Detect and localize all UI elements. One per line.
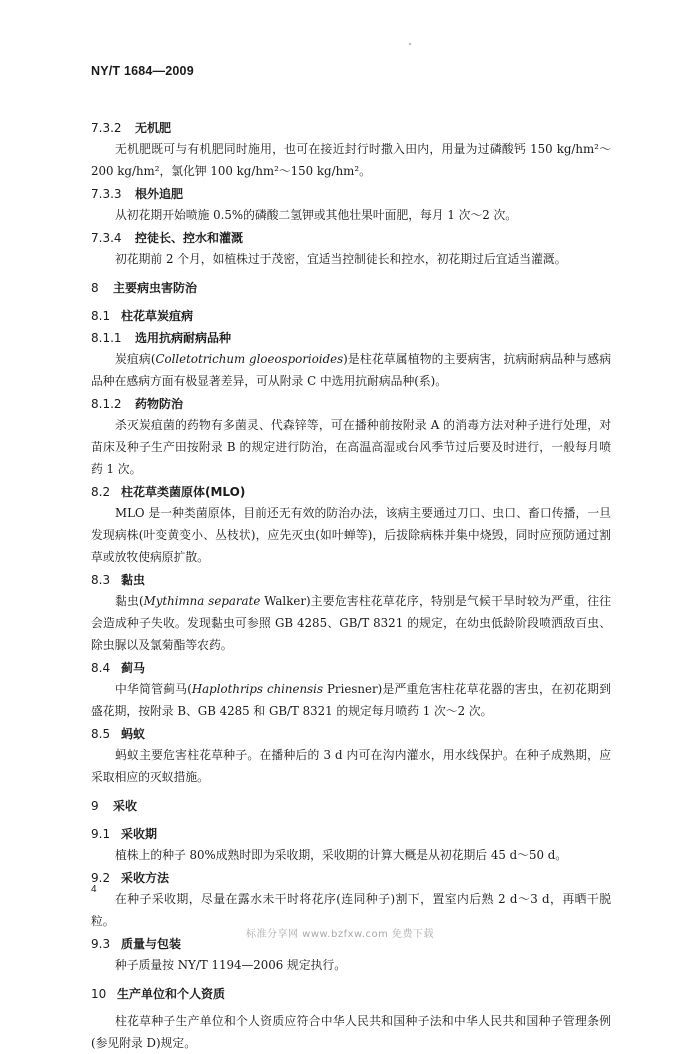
heading-7-3-2: 7.3.2 无机肥 — [91, 121, 172, 135]
standard-code-header: NY/T 1684—2009 — [91, 64, 194, 78]
document-body — [91, 118, 611, 1054]
paragraph-8-2: MLO 是一种类菌原体，目前还无有效的防治办法，该病主要通过刀口、虫口、畜口传播，一旦发现病株(叶变黄变小、丛枝状)，应先灭虫(如叶蝉等)，后拔除病株并集中烧毁，同时应预防通过割草或放牧使病原扩散。 — [91, 506, 611, 564]
paragraph-7-3-3: 从初花期开始喷施 0.5%的磷酸二氢钾或其他壮果叶面肥，每月 1 次～2 次。 — [115, 208, 518, 222]
paragraph-9-1: 植株上的种子 80%成熟时即为采收期，采收期的计算大概是从初花期后 45 d～50 d。 — [115, 848, 568, 862]
paragraph-9-2: 在种子采收期，尽量在露水未干时将花序(连同种子)割下，置室内后熟 2 d～3 d，再晒干脱粒。 — [91, 892, 611, 928]
heading-9-1: 9.1 采收期 — [91, 827, 158, 841]
heading-8-3: 8.3 黏虫 — [91, 573, 146, 587]
heading-8-4: 8.4 蓟马 — [91, 661, 146, 675]
heading-7-3-3: 7.3.3 根外追肥 — [91, 187, 184, 201]
heading-8-1-1: 8.1.1 选用抗病耐病品种 — [91, 331, 232, 345]
paragraph-8-3: 黏虫(Mythimna separate Walker)主要危害柱花草花序，特别是气候干旱时较为严重，往往会造成种子失收。发现黏虫可参照 GB 4285、GB/T 8321 的规定，在幼虫低龄阶段喷洒敌百虫、除虫脲以及氯菊酯等农药。 — [91, 594, 612, 652]
heading-9: 9 采收 — [91, 799, 138, 813]
heading-9-3: 9.3 质量与包装 — [91, 937, 182, 951]
heading-8-1-2: 8.1.2 药物防治 — [91, 397, 184, 411]
heading-8: 8 主要病虫害防治 — [91, 281, 198, 295]
heading-8-1: 8.1 柱花草炭疽病 — [91, 309, 194, 323]
page-number: 4 — [91, 884, 97, 895]
scan-dot — [409, 43, 411, 45]
paragraph-7-3-4: 初花期前 2 个月，如植株过于茂密，宜适当控制徒长和控水，初花期过后宜适当灌溉。 — [115, 252, 567, 266]
paragraph-8-5: 蚂蚁主要危害柱花草种子。在播种后的 3 d 内可在沟内灌水，用水线保护。在种子成熟期，应采取相应的灭蚁措施。 — [91, 748, 611, 784]
paragraph-9-3: 种子质量按 NY/T 1194—2006 规定执行。 — [115, 958, 347, 972]
heading-9-2: 9.2 采收方法 — [91, 871, 170, 885]
paragraph-8-1-2: 杀灭炭疽菌的药物有多菌灵、代森锌等，可在播种前按附录 A 的消毒方法对种子进行处理，对苗床及种子生产田按附录 B 的规定进行防治，在高温高湿或台风季节过后要及时进行，一般每月喷药 1 次。 — [91, 418, 611, 476]
paragraph-8-1-1: 炭疽病(Colletotrichum gloeosporioides)是柱花草属植物的主要病害，抗病耐病品种与感病品种在感病方面有极显著差异，可从附录 C 中选用抗耐病品种(系)。 — [91, 352, 611, 388]
heading-8-2: 8.2 柱花草类菌原体(MLO) — [91, 485, 246, 499]
paragraph-8-4: 中华简管蓟马(Haplothrips chinensis Priesner)是严重危害柱花草花器的害虫，在初花期到盛花期，按附录 B、GB 4285 和 GB/T 8321 的规定每月喷药 1 次～2 次。 — [91, 682, 611, 718]
paragraph-7-3-2: 无机肥既可与有机肥同时施用，也可在接近封行时撒入田内，用量为过磷酸钙 150 kg/hm²～200 kg/hm²，氯化钾 100 kg/hm²～150 kg/hm²。 — [91, 142, 611, 178]
paragraph-10: 柱花草种子生产单位和个人资质应符合中华人民共和国种子法和中华人民共和国种子管理条例(参见附录 D)规定。 — [91, 1014, 611, 1050]
heading-8-5: 8.5 蚂蚁 — [91, 727, 146, 741]
footer-watermark: 标准分享网 www.bzfxw.com 免费下载 — [246, 929, 434, 940]
heading-7-3-4: 7.3.4 控徒长、控水和灌溉 — [91, 231, 244, 245]
heading-10: 10 生产单位和个人资质 — [91, 987, 226, 1001]
